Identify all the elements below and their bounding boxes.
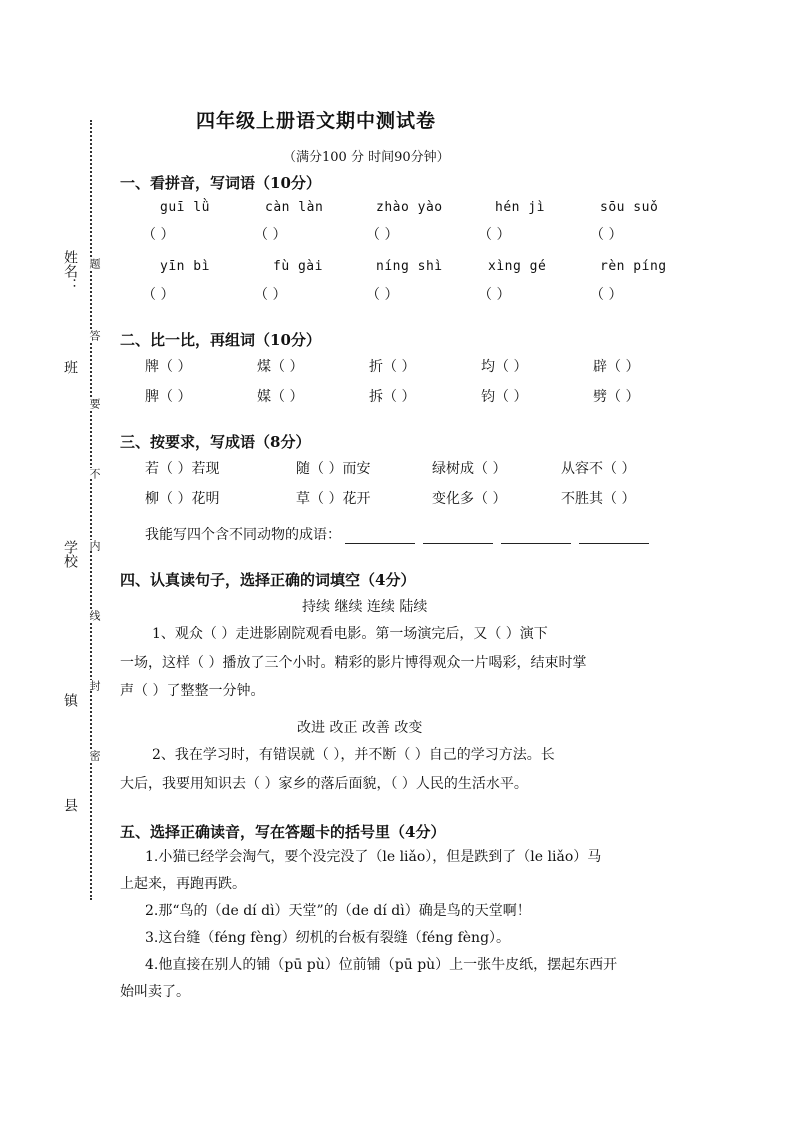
- passage-line: 2、我在学习时，有错误就（ ），并不断（ ）自己的学习方法。长: [152, 747, 555, 763]
- seal-char: 密: [88, 750, 101, 761]
- seal-char: 封: [88, 680, 101, 691]
- seal-char: 答: [88, 330, 101, 341]
- idiom-item: 变化多（ ）: [432, 491, 507, 507]
- passage-line: 1、观众（ ）走进影剧院观看电影。第一场演完后，又（ ）演下: [152, 626, 548, 642]
- passage-line: 声（ ）了整整一分钟。: [120, 683, 265, 699]
- word-item: 脾（ ）: [145, 389, 192, 405]
- seal-char: 不: [88, 468, 101, 479]
- answer-paren: （ ）: [254, 287, 287, 303]
- answer-paren: （ ）: [478, 227, 511, 243]
- word-item: 辟（ ）: [593, 359, 640, 375]
- question-line: 3.这台缝（féng fèng）纫机的台板有裂缝（féng fèng）。: [145, 930, 511, 946]
- section-3-heading: 三、按要求，写成语（8分）: [120, 433, 311, 451]
- passage-line: 一场，这样（ ）播放了三个小时。精彩的影片博得观众一片喝彩，结束时掌: [120, 655, 587, 671]
- town-label: 镇: [62, 693, 78, 707]
- name-label: 姓名：: [62, 250, 78, 292]
- question-line: 4.他直接在别人的铺（pū pù）位前铺（pū pù）上一张牛皮纸，摆起东西开: [145, 957, 618, 973]
- answer-paren: （ ）: [254, 227, 287, 243]
- idiom-item: 柳（ ）花明: [145, 491, 220, 507]
- answer-blank: [345, 529, 415, 544]
- animal-idiom-line: [145, 524, 653, 544]
- answer-blank: [501, 529, 571, 544]
- seal-char: 内: [88, 540, 101, 551]
- section-2-heading: 二、比一比，再组词（10分）: [120, 331, 321, 349]
- idiom-item: 随（ ）而安: [296, 461, 371, 477]
- word-item: 钧（ ）: [481, 389, 528, 405]
- question-line: 2.那“鸟的（de dí dì）天堂”的（de dí dì）确是鸟的天堂啊！: [145, 903, 531, 919]
- section-5-heading: 五、选择正确读音，写在答题卡的括号里（4分）: [120, 823, 446, 841]
- pinyin: rèn píng: [600, 259, 667, 274]
- idiom-item: 从容不（ ）: [561, 461, 636, 477]
- word-item: 煤（ ）: [257, 359, 304, 375]
- section-4-heading: 四、认真读句子，选择正确的词填空（4分）: [120, 571, 416, 589]
- word-item: 折（ ）: [369, 359, 416, 375]
- page-subtitle: （满分100 分 时间90分钟）: [283, 150, 450, 165]
- pinyin: sōu suǒ: [600, 200, 659, 215]
- answer-paren: （ ）: [366, 227, 399, 243]
- question-line: 上起来，再跑再跌。: [120, 876, 246, 892]
- pinyin: fù gài: [273, 259, 323, 274]
- answer-paren: （ ）: [142, 287, 175, 303]
- idiom-item: 若（ ）若现: [145, 461, 220, 477]
- school-label: 学校: [62, 540, 78, 568]
- word-item: 劈（ ）: [593, 389, 640, 405]
- passage-line: 大后，我要用知识去（ ）家乡的落后面貌，（ ）人民的生活水平。: [120, 776, 528, 792]
- word-item: 牌（ ）: [145, 359, 192, 375]
- seal-char: 题: [88, 258, 101, 269]
- pinyin: hén jì: [495, 200, 545, 215]
- idiom-item: 草（ ）花开: [296, 491, 371, 507]
- question-line: 1.小猫已经学会淘气，要个没完没了（le liǎo），但是跌到了（le liǎo）马: [145, 849, 602, 865]
- pinyin: níng shì: [376, 259, 443, 274]
- class-label: 班: [62, 360, 78, 374]
- seal-dotted-line: [90, 120, 92, 900]
- seal-char: 要: [88, 398, 101, 409]
- word-choices-1: 持续 继续 连续 陆续: [302, 599, 428, 615]
- answer-blank: [579, 529, 649, 544]
- word-choices-2: 改进 改正 改善 改变: [297, 720, 423, 736]
- answer-paren: （ ）: [478, 287, 511, 303]
- answer-paren: （ ）: [590, 287, 623, 303]
- pinyin: guī lǜ: [160, 200, 210, 215]
- page-title: 四年级上册语文期中测试卷: [196, 110, 437, 132]
- answer-paren: （ ）: [590, 227, 623, 243]
- county-label: 县: [62, 798, 78, 812]
- pinyin: zhào yào: [376, 200, 443, 215]
- word-item: 拆（ ）: [369, 389, 416, 405]
- seal-char: 线: [88, 610, 101, 621]
- word-item: 媒（ ）: [257, 389, 304, 405]
- pinyin: yīn bì: [160, 259, 210, 274]
- animal-idiom-prompt: 我能写四个含不同动物的成语：: [145, 527, 341, 543]
- answer-paren: （ ）: [142, 227, 175, 243]
- question-line: 始叫卖了。: [120, 984, 190, 1000]
- word-item: 均（ ）: [481, 359, 528, 375]
- answer-blank: [423, 529, 493, 544]
- answer-paren: （ ）: [366, 287, 399, 303]
- pinyin: càn làn: [265, 200, 324, 215]
- idiom-item: 绿树成（ ）: [432, 461, 507, 477]
- section-1-heading: 一、看拼音，写词语（10分）: [120, 174, 321, 192]
- idiom-item: 不胜其（ ）: [561, 491, 636, 507]
- pinyin: xìng gé: [488, 259, 547, 274]
